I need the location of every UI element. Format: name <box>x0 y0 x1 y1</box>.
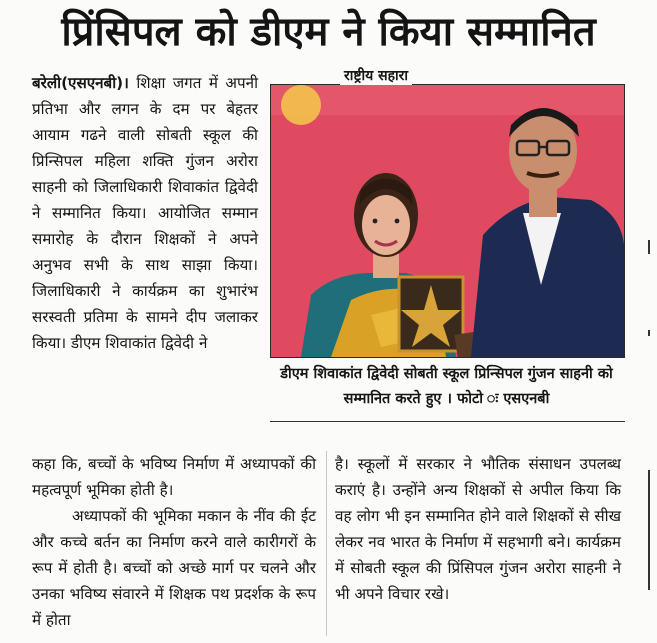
article-paragraph-2: कहा कि, बच्चों के भविष्य निर्माण में अध्यापकों की महत्वपूर्ण भूमिका होती है। <box>32 455 316 499</box>
edge-mark <box>648 240 650 254</box>
article-column-bottom-left <box>32 451 316 633</box>
news-photo <box>270 84 625 358</box>
headline: प्रिंसिपल को डीएम ने किया सम्मानित <box>61 9 596 55</box>
photo-caption: डीएम शिवाकांत द्विवेदी सोबती स्कूल प्रिन्सिपल गुंजन साहनी को सम्मानित करते हुए । फोटो ः एसएनबी <box>280 366 613 407</box>
article-column-bottom-right <box>335 451 621 607</box>
caption-divider <box>270 421 625 422</box>
article-paragraph-3: अध्यापकों की भूमिका मकान के नींव की ईट और कच्चे बर्तन का निर्माण करने वाले कारीगरों के रूप में होती है। बच्चों को अच्छे मार्ग पर चलने और उनका भविष्य संवारने में शिक्षक पथ प्रदर्शक के रूप में होता <box>32 507 316 629</box>
article-paragraph-1 <box>32 70 258 356</box>
trophy-icon <box>399 277 463 351</box>
dateline: बरेली(एसएनबी)। <box>32 74 129 92</box>
photo-illustration <box>271 85 624 357</box>
article-paragraph-1-body: शिक्षा जगत में अपनी प्रतिभा और लगन के दम पर बेहतर आयाम गढने वाली सोबती स्कूल की प्रिन्सिपल महिला शक्ति गुंजन अरोरा साहनी को जिलाधिकारी शिवाकांत द्विवेदी ने सम्मानित किया। आयोजित सम्मान समारोह के दौरान शिक्षकों ने अपने अनुभव सभी के साथ साझा किया। जिलाधिकारी ने कार्यक्रम का शुभारंभ सरस्वती प्रतिमा के सामने दीप जलाकर किया। डीएम शिवाकांत द्विवेदी ने <box>32 74 259 352</box>
source-label: राष्ट्रीय सहारा <box>340 66 412 85</box>
article-column-left <box>32 70 258 356</box>
edge-mark <box>648 330 650 336</box>
edge-mark <box>648 470 650 590</box>
column-divider <box>326 451 327 636</box>
article-paragraph-4: है। स्कूलों में सरकार ने भौतिक संसाधन उपलब्ध कराएं है। उन्होंने अन्य शिक्षकों से अपील किया कि वह लोग भी इन सम्मानित होने वाले शिक्षकों से सीख लेकर नव भारत के निर्माण में सहभागी बने। कार्यक्रम में सोबती स्कूल की प्रिंसिपल गुंजन अरोरा साहनी ने भी अपने विचार रखे। <box>335 455 621 603</box>
